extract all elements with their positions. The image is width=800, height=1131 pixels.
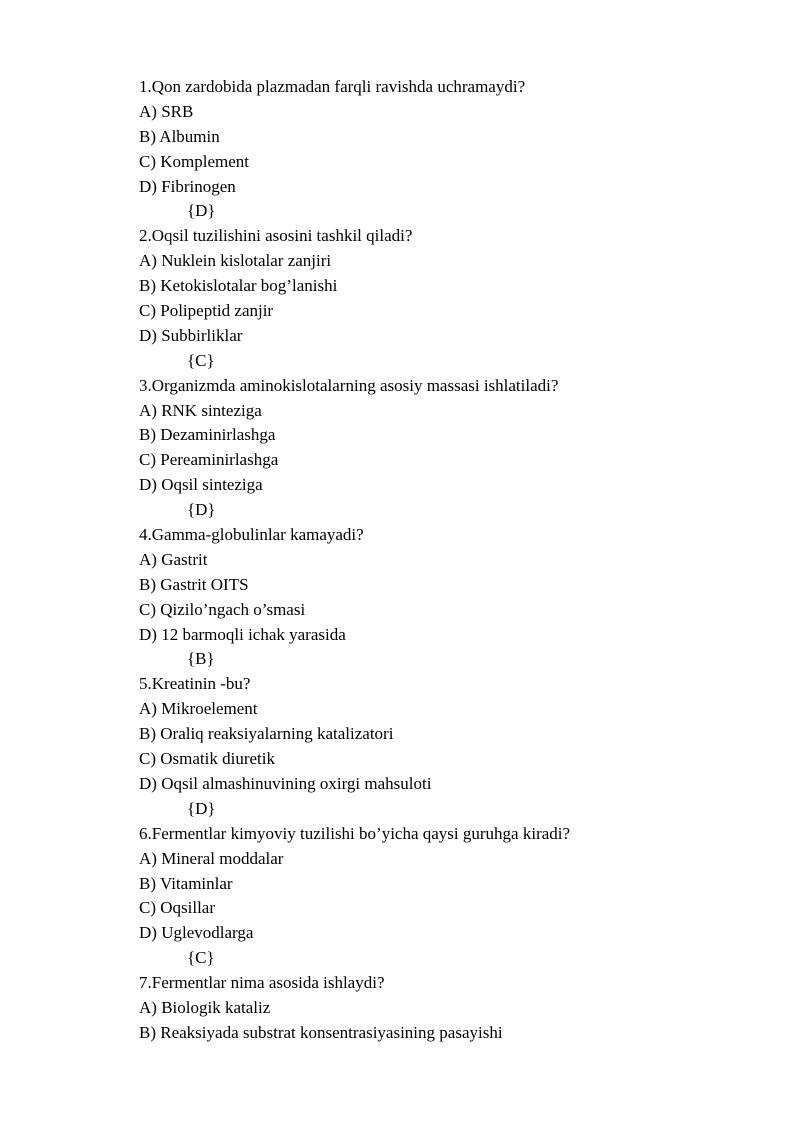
option-b: B) Dezaminirlashga <box>139 425 276 445</box>
answer-key: {C} <box>187 948 215 968</box>
option-d: D) Oqsil almashinuvining oxirgi mahsuloti <box>139 773 432 793</box>
answer-key: {B} <box>187 649 215 669</box>
option-c: C) Qizilo’ngach o’smasi <box>139 599 306 619</box>
question-text: 3.Organizmda aminokislotalarning asosiy massasi ishlatiladi? <box>139 375 559 395</box>
option-a: A) Mineral moddalar <box>139 848 284 868</box>
question-text: 1.Qon zardobida plazmadan farqli ravishda uchramaydi? <box>139 77 526 96</box>
question-block-5 <box>139 672 779 821</box>
option-d: D) Fibrinogen <box>139 176 236 196</box>
option-b: B) Ketokislotalar bog’lanishi <box>139 276 338 296</box>
question-text: 5.Kreatinin -bu? <box>139 674 251 694</box>
answer-key: {C} <box>187 350 215 370</box>
option-d: D) Subbirliklar <box>139 325 243 345</box>
option-a: A) RNK sinteziga <box>139 400 262 420</box>
question-block-4 <box>139 523 779 672</box>
option-b: B) Reaksiyada substrat konsentrasiyasining pasayishi <box>139 1022 503 1042</box>
question-text: 4.Gamma-globulinlar kamayadi? <box>139 525 364 545</box>
option-a: A) Nuklein kislotalar zanjiri <box>139 251 332 271</box>
answer-key: {D} <box>187 798 216 818</box>
option-b: B) Gastrit OITS <box>139 574 249 594</box>
option-d: D) Uglevodlarga <box>139 923 254 943</box>
option-c: C) Pereaminirlashga <box>139 450 279 470</box>
option-b: B) Oraliq reaksiyalarning katalizatori <box>139 724 394 744</box>
question-block-1 <box>139 75 779 224</box>
question-block-3 <box>139 374 779 523</box>
option-c: C) Polipeptid zanjir <box>139 301 274 321</box>
option-a: A) Mikroelement <box>139 699 258 719</box>
question-text: 7.Fermentlar nima asosida ishlaydi? <box>139 973 385 993</box>
question-block-7 <box>139 971 779 1046</box>
answer-key: {D} <box>187 500 216 520</box>
question-text: 2.Oqsil tuzilishini asosini tashkil qiladi? <box>139 226 413 246</box>
question-text: 6.Fermentlar kimyoviy tuzilishi bo’yicha qaysi guruhga kiradi? <box>139 823 571 843</box>
option-c: C) Oqsillar <box>139 898 216 918</box>
answer-key: {D} <box>187 201 216 221</box>
question-block-2 <box>139 224 779 373</box>
question-block-6 <box>139 822 779 971</box>
option-d: D) 12 barmoqli ichak yarasida <box>139 624 346 644</box>
option-c: C) Komplement <box>139 151 250 171</box>
option-b: B) Albumin <box>139 126 220 146</box>
option-a: A) SRB <box>139 101 194 121</box>
option-a: A) Gastrit <box>139 549 208 569</box>
document-page <box>139 75 779 1046</box>
option-d: D) Oqsil sinteziga <box>139 475 263 495</box>
option-c: C) Osmatik diuretik <box>139 749 275 769</box>
option-b: B) Vitaminlar <box>139 873 233 893</box>
option-a: A) Biologik kataliz <box>139 997 271 1017</box>
